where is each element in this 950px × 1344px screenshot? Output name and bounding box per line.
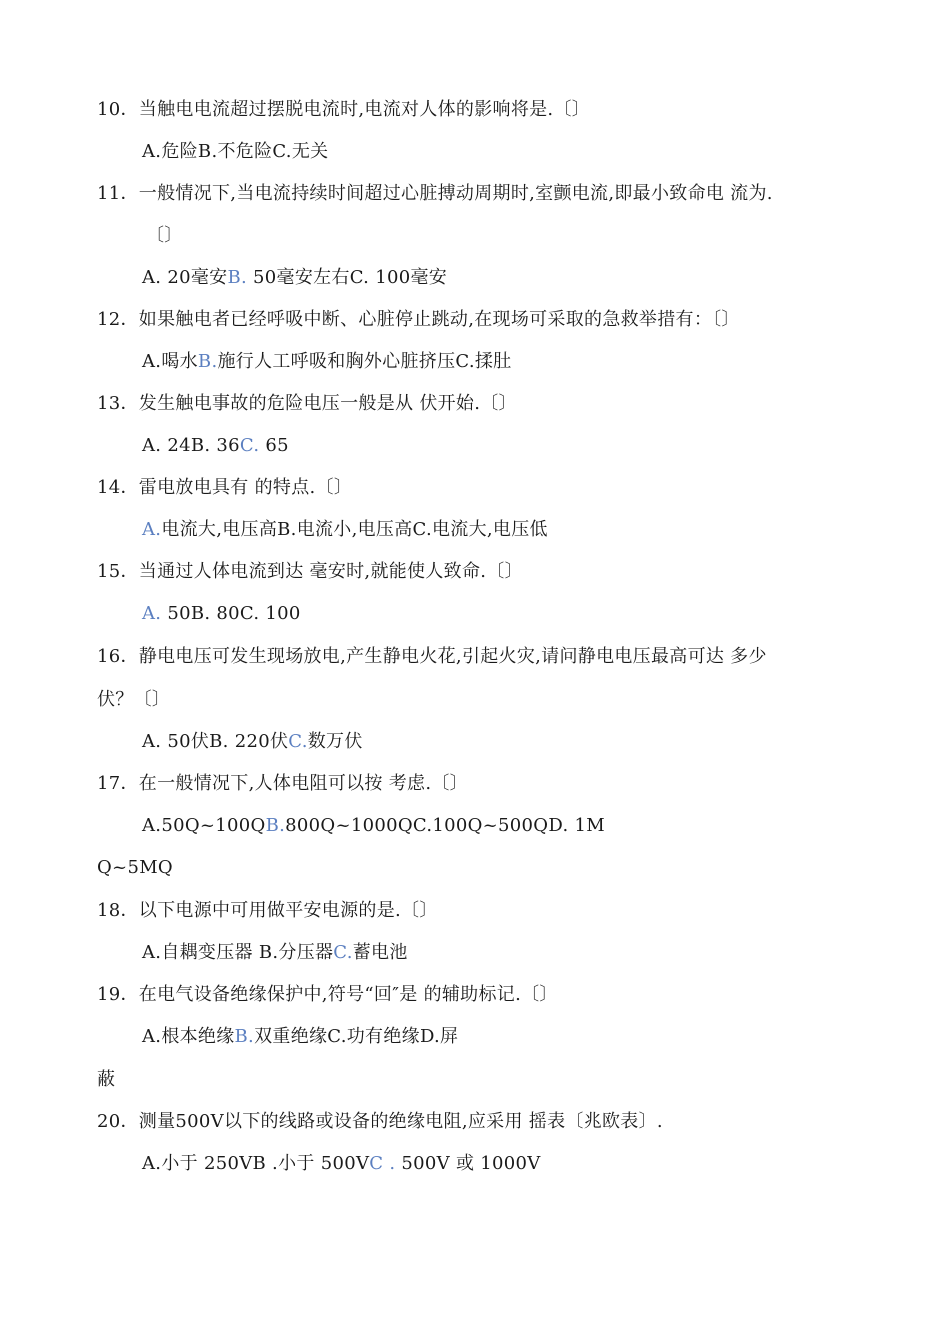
- question-17-stem: 17．在一般情况下,人体电阻可以按 考虑.〔〕: [97, 773, 468, 794]
- option-text: A.危险B.不危险C.无关: [142, 141, 329, 162]
- answer-letter-highlight: B.: [227, 267, 248, 288]
- option-text: 数万伏: [307, 731, 363, 752]
- option-text: A.自耦变压器 B.分压器: [142, 942, 334, 963]
- question-12-stem: 12．如果触电者已经呼吸中断、心脏停止跳动,在现场可采取的急救举措有：〔〕: [97, 309, 740, 330]
- question-11-stem-cont: 〔〕: [146, 225, 183, 246]
- question-14-stem: 14．雷电放电具有 的特点.〔〕: [97, 477, 353, 498]
- option-text: 蓄电池: [352, 942, 408, 963]
- option-text: A.小于 250VB .小于 500V: [142, 1153, 370, 1174]
- question-19-options-cont: 蔽: [97, 1069, 116, 1090]
- question-12-options: [142, 351, 511, 373]
- question-18-options: [142, 942, 408, 964]
- option-text: 电流大,电压高B.电流小,电压高C.电流大,电压低: [161, 519, 548, 540]
- question-20-options: [142, 1153, 541, 1175]
- option-text: A.根本绝缘: [142, 1026, 235, 1047]
- question-16-options: [142, 731, 363, 753]
- option-text: A. 20毫安: [142, 267, 228, 288]
- question-20-stem: 20．测量500V以下的线路或设备的绝缘电阻,应采用 摇表〔兆欧表〕.: [97, 1111, 663, 1132]
- option-text: 施行人工呼吸和胸外心脏挤压C.揉肚: [217, 351, 512, 372]
- option-text: 50毫安左右C. 100毫安: [247, 267, 448, 288]
- answer-letter-highlight: B.: [234, 1026, 255, 1047]
- option-text: A. 24B. 36: [142, 435, 240, 456]
- option-text: 50B. 80C. 100: [161, 603, 301, 624]
- question-11-stem: 11．一般情况下,当电流持续时间超过心脏搏动周期时,室颤电流,即最小致命电 流为.: [97, 183, 773, 204]
- question-13-stem: 13．发生触电事故的危险电压一般是从 伏开始.〔〕: [97, 393, 517, 414]
- answer-letter-highlight: C.: [239, 435, 260, 456]
- question-16-stem: 16．静电电压可发生现场放电,产生静电火花,引起火灾,请问静电电压最高可达 多少: [97, 646, 767, 667]
- question-10-stem: 10．当触电电流超过摆脱电流时,电流对人体的影响将是.〔〕: [97, 99, 591, 120]
- option-text: 500V 或 1000V: [395, 1153, 541, 1174]
- option-text: A.喝水: [142, 351, 198, 372]
- option-text: 800Q~1000QC.100Q~500QD. 1M: [285, 815, 605, 836]
- answer-letter-highlight: C .: [369, 1153, 396, 1174]
- question-13-options: [142, 435, 289, 457]
- option-text: A. 50伏B. 220伏: [142, 731, 289, 752]
- question-16-stem-cont: 伏？〔〕: [97, 689, 171, 710]
- question-17-options: [142, 815, 605, 837]
- option-text: A.50Q~100Q: [142, 815, 266, 836]
- answer-letter-highlight: A.: [142, 603, 162, 624]
- option-text: 双重绝缘C.功有绝缘D.屏: [254, 1026, 459, 1047]
- question-19-stem: 19．在电气设备绝缘保护中,符号“回″是 的辅助标记.〔〕: [97, 984, 558, 1005]
- question-19-options: [142, 1026, 458, 1048]
- answer-letter-highlight: A.: [142, 519, 162, 540]
- question-15-stem: 15．当通过人体电流到达 毫安时,就能使人致命.〔〕: [97, 561, 523, 582]
- question-10-options: [142, 141, 328, 163]
- question-14-options: [142, 519, 548, 541]
- option-text: 65: [259, 435, 289, 456]
- answer-letter-highlight: C.: [288, 731, 308, 752]
- question-15-options: [142, 603, 301, 625]
- answer-letter-highlight: C.: [333, 942, 353, 963]
- question-18-stem: 18．以下电源中可用做平安电源的是.〔〕: [97, 900, 438, 921]
- answer-letter-highlight: B.: [265, 815, 286, 836]
- question-11-options: [142, 267, 447, 289]
- answer-letter-highlight: B.: [197, 351, 218, 372]
- question-17-options-cont: Q~5MQ: [97, 857, 173, 878]
